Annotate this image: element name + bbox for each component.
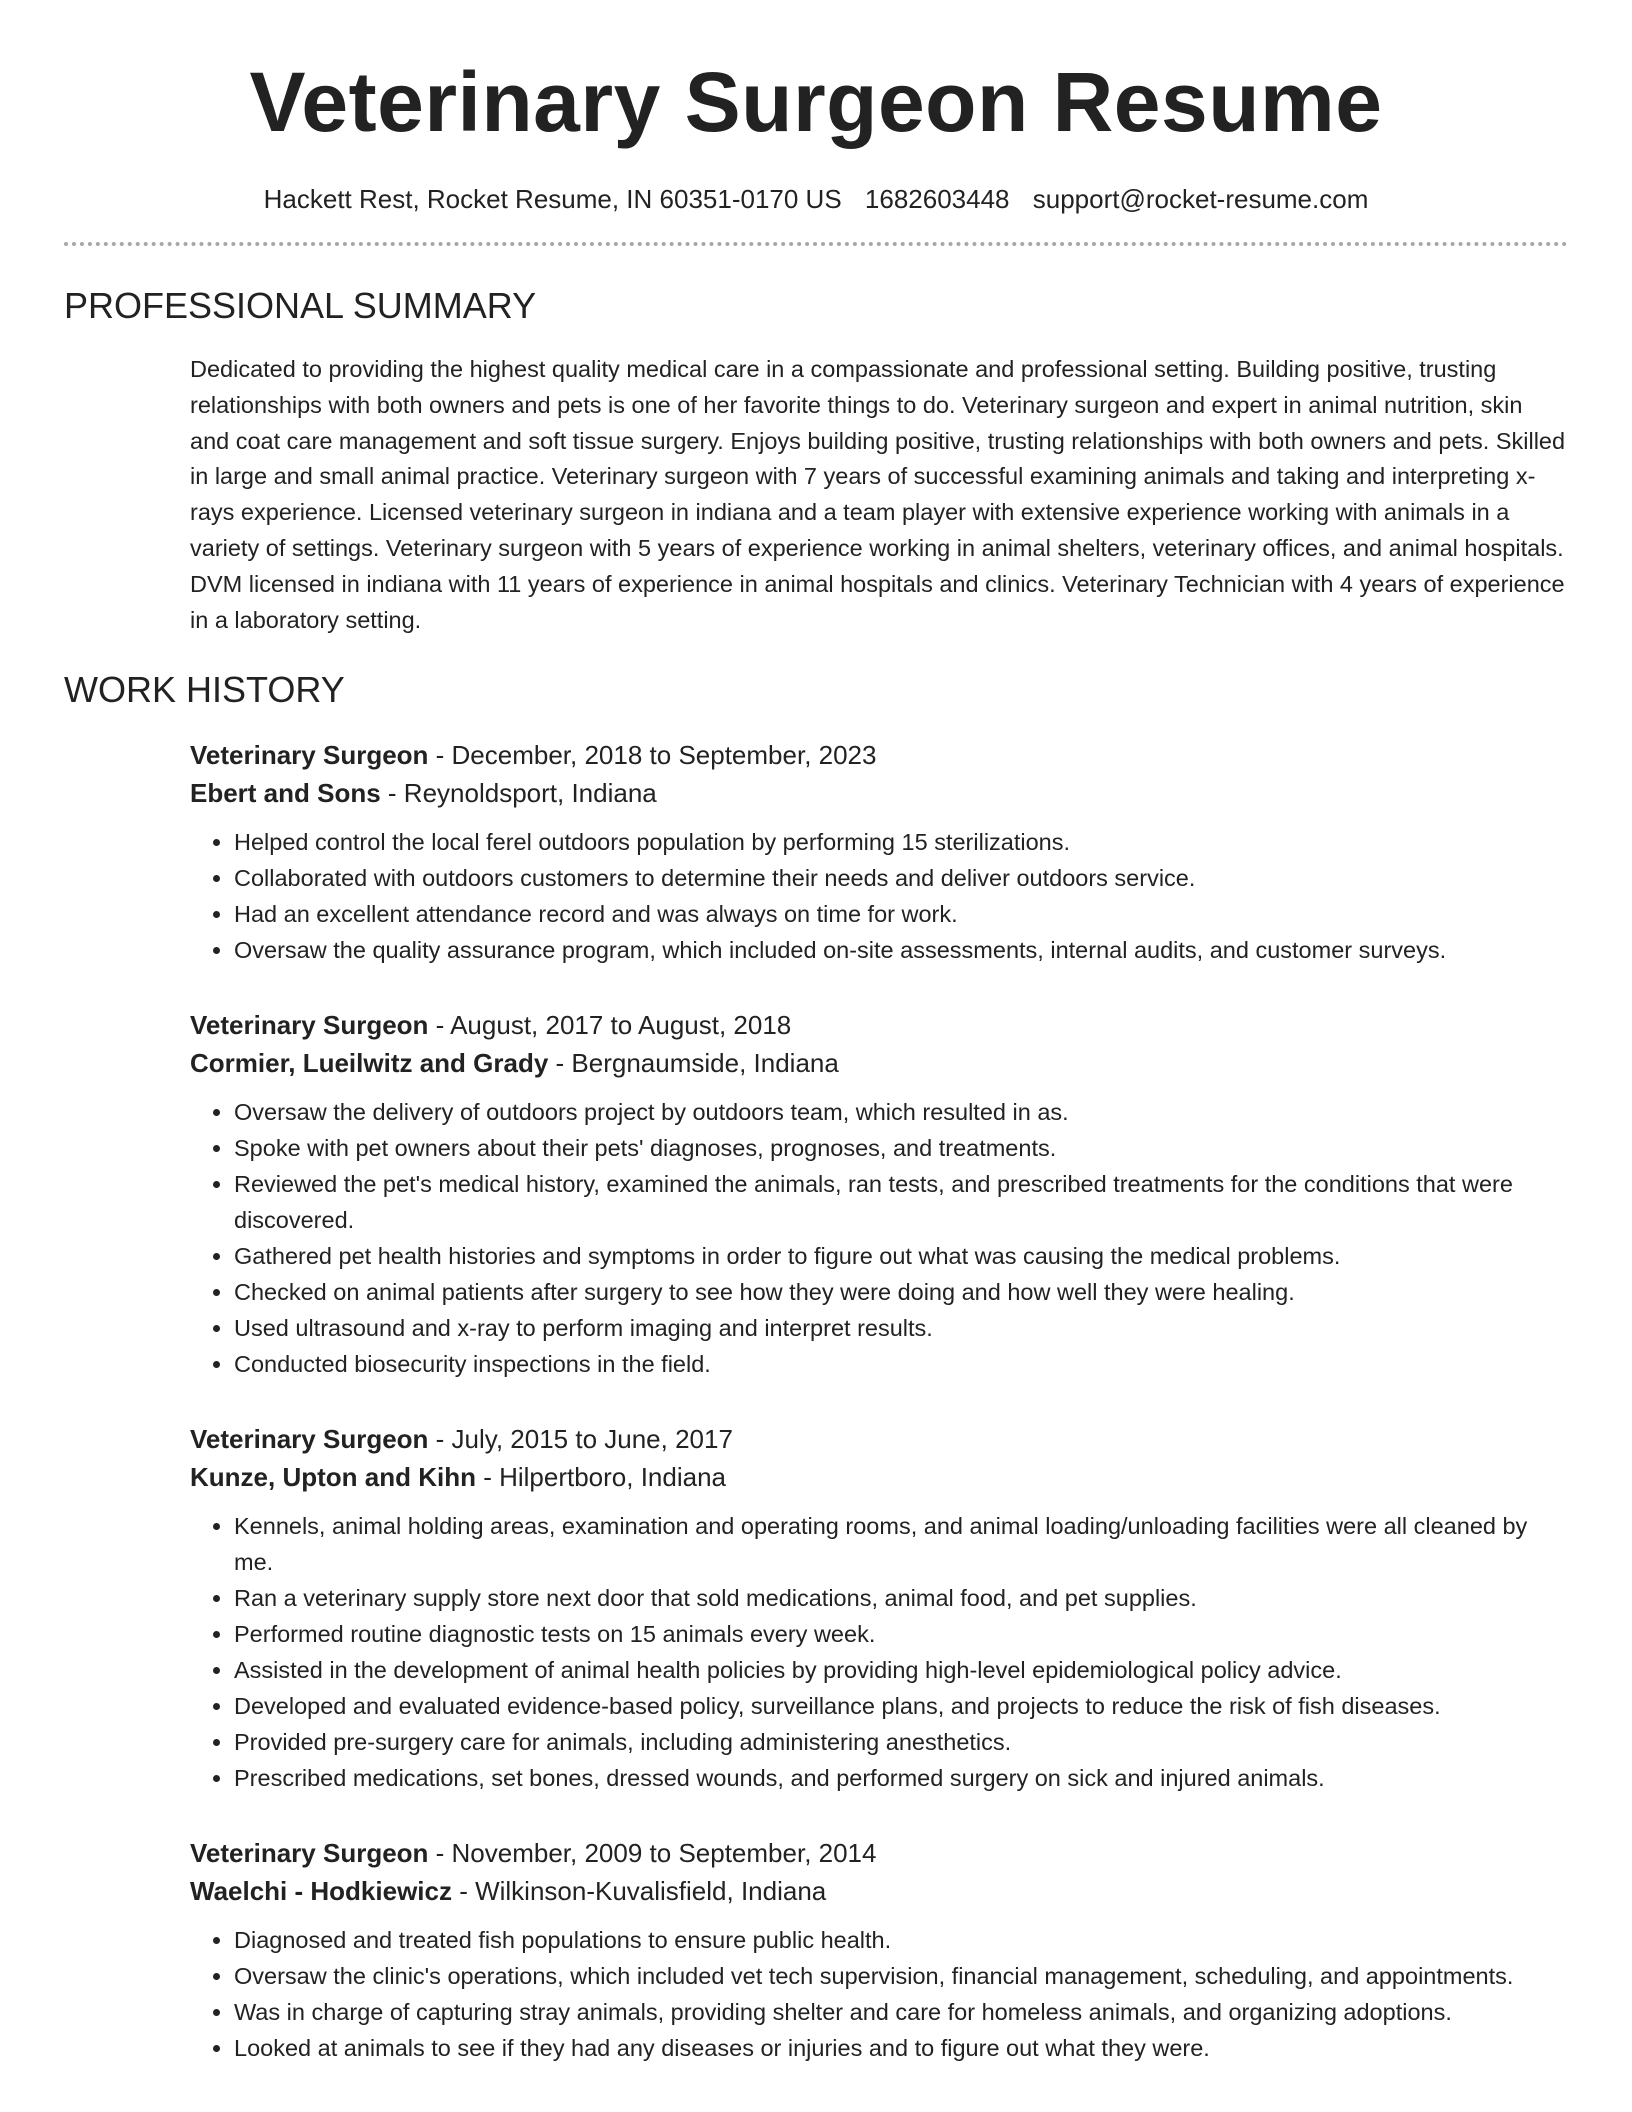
job-dates: - August, 2017 to August, 2018 (428, 1010, 792, 1041)
job-list (64, 736, 1568, 2066)
duty-item: • Reviewed the pet's medical history, examined the animals, ran tests, and prescribed treatments for the conditions that were discovered. (234, 1166, 1568, 1238)
duty-item: • Used ultrasound and x-ray to perform imaging and interpret results. (234, 1310, 1568, 1346)
job-entry (190, 736, 1568, 968)
company-location: - Wilkinson-Kuvalisfield, Indiana (451, 1876, 827, 1907)
company-name: Kunze, Upton and Kihn (190, 1462, 476, 1493)
duty-item: • Oversaw the delivery of outdoors project by outdoors team, which resulted in as. (234, 1094, 1568, 1130)
company-location: - Reynoldsport, Indiana (380, 778, 657, 809)
duty-item: • Kennels, animal holding areas, examination and operating rooms, and animal loading/unloading facilities were all cleaned by me. (234, 1508, 1568, 1580)
company-name: Waelchi - Hodkiewicz (190, 1876, 452, 1907)
contact-email: support@rocket-resume.com (1032, 184, 1369, 214)
duty-list (190, 1922, 1568, 2066)
job-title: Veterinary Surgeon (190, 1010, 429, 1041)
job-title: Veterinary Surgeon (190, 1424, 429, 1455)
duty-item: • Collaborated with outdoors customers to determine their needs and deliver outdoors service. (234, 860, 1568, 896)
contact-line (64, 182, 1568, 216)
company-name: Cormier, Lueilwitz and Grady (190, 1048, 549, 1079)
company-line (190, 774, 1568, 812)
job-entry (190, 1006, 1568, 1382)
duty-list (190, 824, 1568, 968)
job-entry (190, 1420, 1568, 1796)
job-dates: - November, 2009 to September, 2014 (428, 1838, 877, 1869)
header-divider (64, 242, 1568, 246)
contact-address: Hackett Rest, Rocket Resume, IN 60351-0170 US (263, 184, 842, 214)
job-title-line (190, 1834, 1568, 1872)
work-history-section (64, 668, 1568, 2066)
resume-title: Veterinary Surgeon Resume (249, 55, 1383, 149)
duty-item: • Was in charge of capturing stray animals, providing shelter and care for homeless animals, and organizing adoptions. (234, 1994, 1568, 2030)
contact-phone: 1682603448 (864, 184, 1010, 214)
company-location: - Bergnaumside, Indiana (548, 1048, 839, 1079)
job-dates: - July, 2015 to June, 2017 (428, 1424, 733, 1455)
duty-item: • Gathered pet health histories and symptoms in order to figure out what was causing the medical problems. (234, 1238, 1568, 1274)
duty-item: • Oversaw the clinic's operations, which included vet tech supervision, financial management, scheduling, and appointments. (234, 1958, 1568, 1994)
job-entry (190, 1834, 1568, 2066)
summary-text: Dedicated to providing the highest quality medical care in a compassionate and professional setting. Building positive, trusting relationships with both owners and pets is one of her favorite things to do. Veterinary surgeon and expert in animal nutrition, skin and coat care management and soft tissue surgery. Enjoys building positive, trusting relationships with both owners and pets. Skilled in large and small animal practice. Veterinary surgeon with 7 years of successful examining animals and taking and interpreting x-rays experience. Licensed veterinary surgeon in indiana and a team player with extensive experience working with animals in a variety of settings. Veterinary surgeon with 5 years of experience working in animal shelters, veterinary offices, and animal hospitals. DVM licensed in indiana with 11 years of experience in animal hospitals and clinics. Veterinary Technician with 4 years of experience in a laboratory setting. (190, 356, 1566, 633)
duty-item: • Diagnosed and treated fish populations to ensure public health. (234, 1922, 1568, 1958)
duty-item: • Ran a veterinary supply store next door that sold medications, animal food, and pet supplies. (234, 1580, 1568, 1616)
section-heading: PROFESSIONAL SUMMARY (64, 285, 537, 326)
duty-item: • Prescribed medications, set bones, dressed wounds, and performed surgery on sick and injured animals. (234, 1760, 1568, 1796)
company-line (190, 1044, 1568, 1082)
duty-item: • Developed and evaluated evidence-based policy, surveillance plans, and projects to reduce the risk of fish diseases. (234, 1688, 1568, 1724)
company-line (190, 1872, 1568, 1910)
duty-item: • Oversaw the quality assurance program, which included on-site assessments, internal audits, and customer surveys. (234, 932, 1568, 968)
duty-item: • Assisted in the development of animal health policies by providing high-level epidemiological policy advice. (234, 1652, 1568, 1688)
duty-list (190, 1508, 1568, 1796)
company-name: Ebert and Sons (190, 778, 381, 809)
duty-item: • Provided pre-surgery care for animals, including administering anesthetics. (234, 1724, 1568, 1760)
company-location: - Hilpertboro, Indiana (475, 1462, 726, 1493)
duty-item: • Looked at animals to see if they had any diseases or injuries and to figure out what they were. (234, 2030, 1568, 2066)
job-title: Veterinary Surgeon (190, 740, 429, 771)
job-title-line (190, 1420, 1568, 1458)
duty-item: • Checked on animal patients after surgery to see how they were doing and how well they were healing. (234, 1274, 1568, 1310)
professional-summary-section (64, 284, 1568, 638)
section-heading: WORK HISTORY (64, 669, 345, 711)
duty-item: • Helped control the local ferel outdoors population by performing 15 sterilizations. (234, 824, 1568, 860)
duty-item: • Performed routine diagnostic tests on 15 animals every week. (234, 1616, 1568, 1652)
duty-item: • Conducted biosecurity inspections in the field. (234, 1346, 1568, 1382)
company-line (190, 1458, 1568, 1496)
job-dates: - December, 2018 to September, 2023 (428, 740, 877, 771)
job-title-line (190, 736, 1568, 774)
duty-item: • Spoke with pet owners about their pets' diagnoses, prognoses, and treatments. (234, 1130, 1568, 1166)
duty-list (190, 1094, 1568, 1382)
duty-item: • Had an excellent attendance record and was always on time for work. (234, 896, 1568, 932)
job-title: Veterinary Surgeon (190, 1838, 429, 1869)
resume-header (64, 0, 1568, 216)
job-title-line (190, 1006, 1568, 1044)
